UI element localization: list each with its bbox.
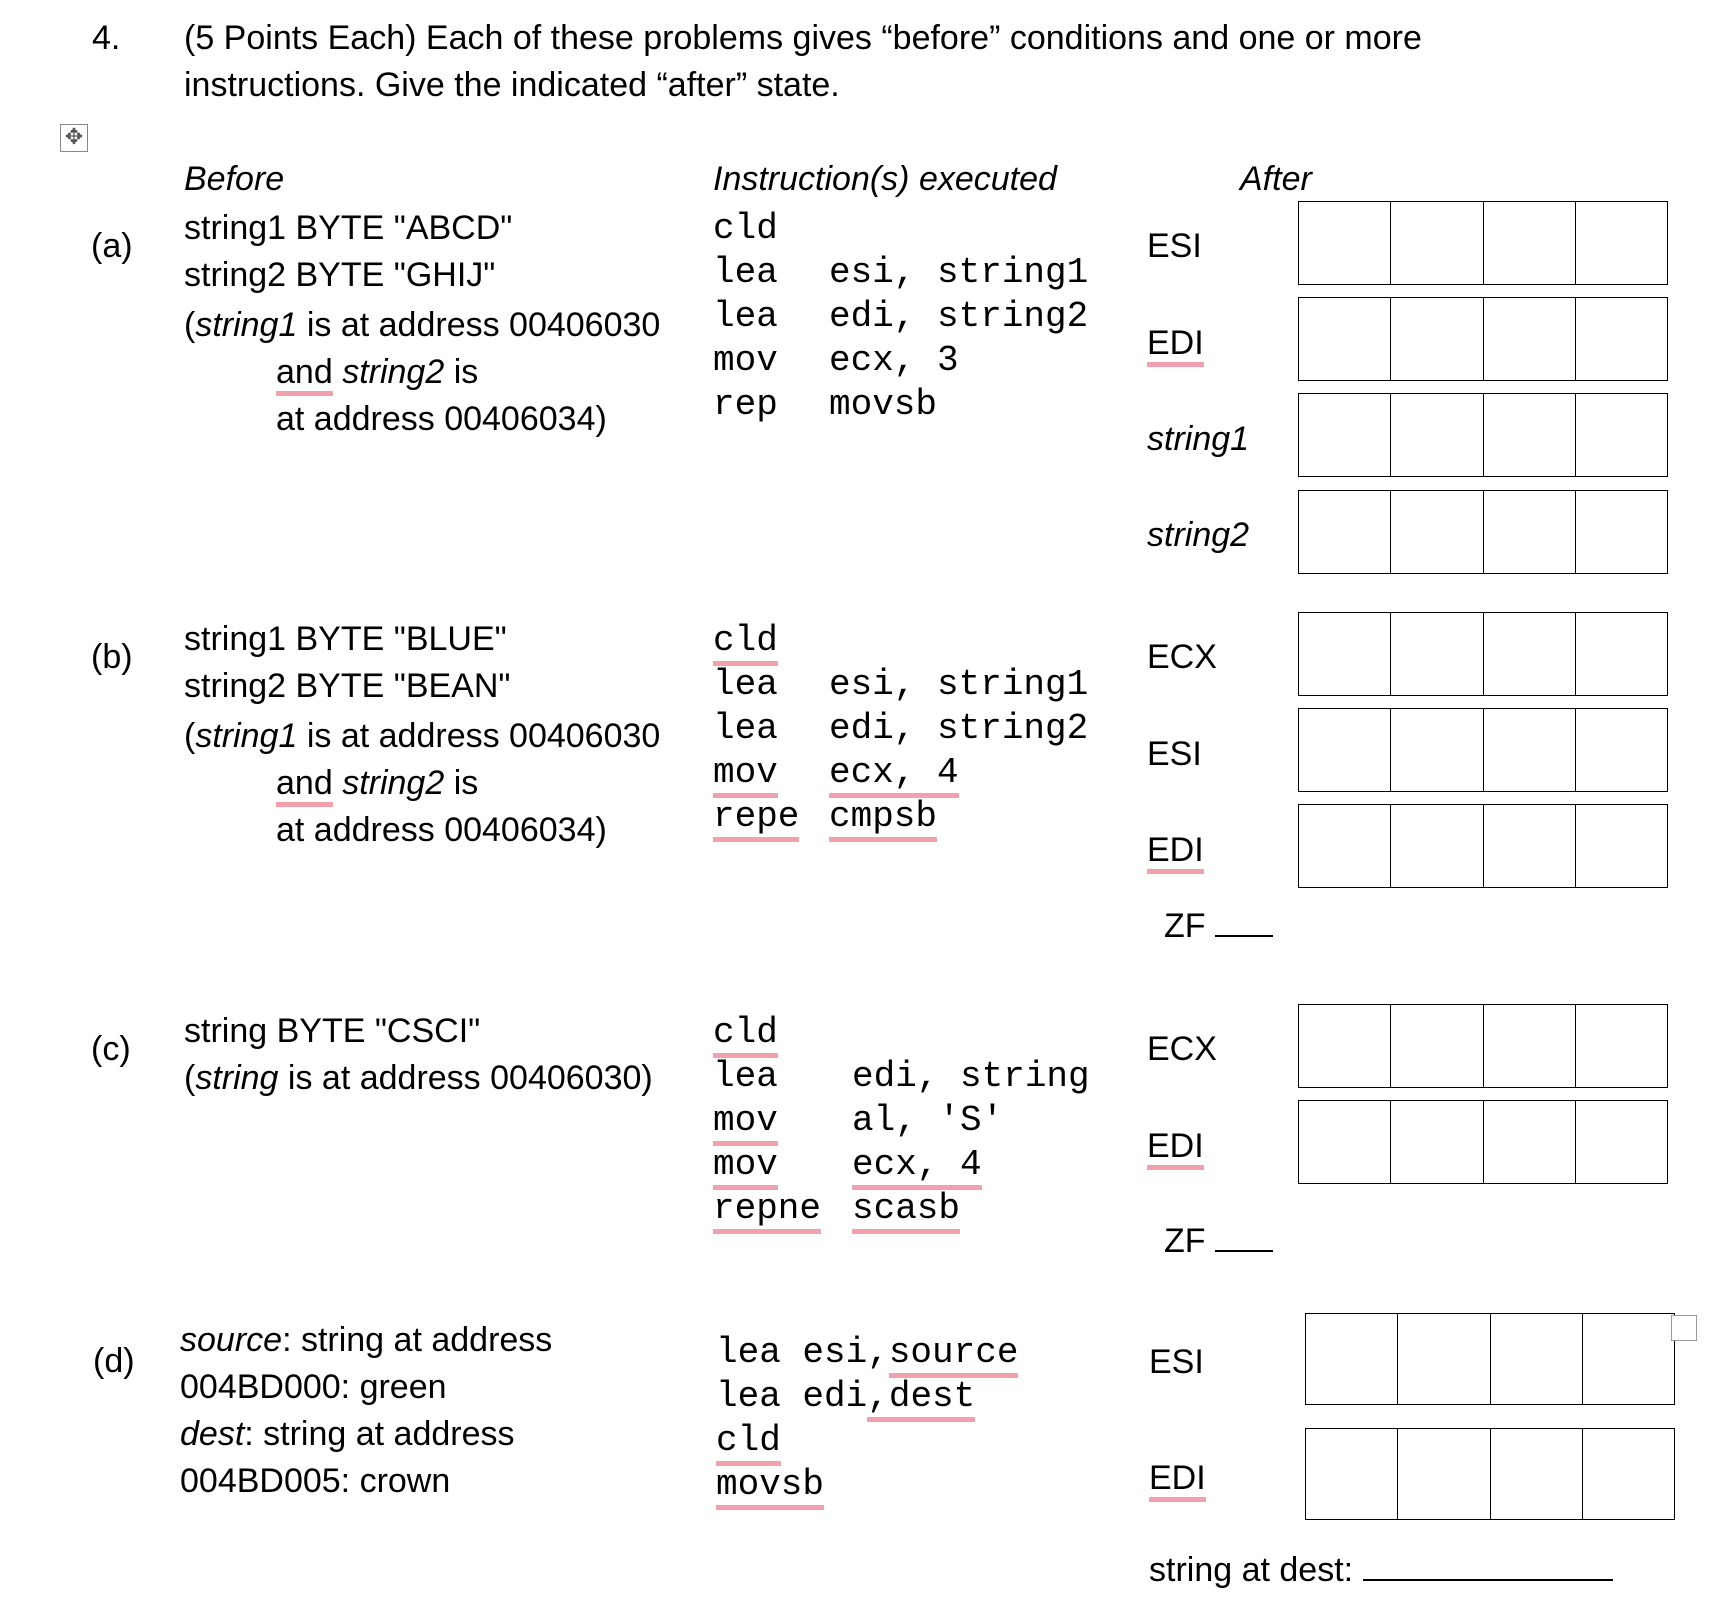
answer-cell[interactable]: [1575, 491, 1667, 573]
part-d-code-line: lea esi,source: [716, 1333, 1018, 1373]
part-a-esi-answer-grid[interactable]: [1298, 201, 1668, 285]
answer-cell[interactable]: [1390, 298, 1482, 380]
answer-cell[interactable]: [1390, 805, 1482, 887]
answer-cell[interactable]: [1299, 709, 1390, 791]
part-c-reg-ecx-label: ECX: [1147, 1030, 1217, 1068]
part-d-label: (d): [93, 1342, 135, 1380]
answer-cell[interactable]: [1299, 1101, 1390, 1183]
answer-cell[interactable]: [1390, 709, 1482, 791]
part-b-reg-esi-label: ESI: [1147, 735, 1202, 773]
part-a-before-line1: string1 BYTE "ABCD": [184, 209, 513, 247]
answer-cell[interactable]: [1483, 709, 1575, 791]
part-a-edi-answer-grid[interactable]: [1298, 297, 1668, 381]
answer-cell[interactable]: [1390, 491, 1482, 573]
question-intro-line1: (5 Points Each) Each of these problems gives “before” conditions and one or more: [184, 19, 1422, 57]
answer-cell[interactable]: [1483, 491, 1575, 573]
part-b-reg-ecx-label: ECX: [1147, 638, 1217, 676]
part-a-label: (a): [91, 227, 133, 265]
part-d-code-line: movsb: [716, 1465, 824, 1505]
part-b-before-line3: (string1 is at address 00406030: [184, 717, 661, 755]
answer-cell[interactable]: [1299, 805, 1390, 887]
answer-cell[interactable]: [1299, 202, 1390, 284]
part-c-ecx-answer-grid[interactable]: [1298, 1004, 1668, 1088]
part-a-code-line-op: mov: [713, 340, 778, 381]
part-d-edi-answer-grid[interactable]: [1305, 1428, 1675, 1520]
part-a-code-line-arg: esi, string1: [829, 252, 1089, 293]
part-d-esi-answer-grid[interactable]: [1305, 1313, 1675, 1405]
answer-cell[interactable]: [1483, 805, 1575, 887]
answer-cell[interactable]: [1490, 1314, 1582, 1404]
part-c-code-line-op: mov: [713, 1101, 778, 1141]
answer-cell[interactable]: [1582, 1314, 1674, 1404]
part-b-code-line-op: cld: [713, 621, 778, 661]
part-c-code-line-op: repne: [713, 1189, 821, 1229]
part-d-before-line4: 004BD005: crown: [180, 1462, 451, 1500]
part-c-code-line-arg: al, 'S': [852, 1100, 1004, 1141]
part-a-code-line: cld: [713, 208, 778, 249]
answer-cell[interactable]: [1575, 1101, 1667, 1183]
part-c-code-line-op: cld: [713, 1013, 778, 1053]
answer-cell[interactable]: [1483, 613, 1575, 695]
part-a-code-line-arg: ecx, 3: [829, 340, 959, 381]
answer-cell[interactable]: [1490, 1429, 1582, 1519]
answer-cell[interactable]: [1397, 1314, 1489, 1404]
part-b-code-line-op: mov: [713, 753, 778, 793]
part-a-before-line4: and string2 is: [276, 352, 478, 392]
part-b-ecx-answer-grid[interactable]: [1298, 612, 1668, 696]
answer-cell[interactable]: [1575, 805, 1667, 887]
answer-cell[interactable]: [1390, 202, 1482, 284]
part-b-code-line-arg: cmpsb: [829, 797, 937, 837]
part-b-reg-edi-label: EDI: [1147, 830, 1204, 870]
answer-cell[interactable]: [1306, 1429, 1397, 1519]
part-d-string-at-dest: string at dest:: [1149, 1550, 1613, 1590]
part-d-reg-edi-label: EDI: [1149, 1458, 1206, 1498]
part-a-string1-label: string1: [1147, 420, 1250, 458]
table-resize-handle-icon[interactable]: [1671, 1315, 1697, 1341]
question-number: 4.: [92, 19, 121, 57]
answer-cell[interactable]: [1483, 202, 1575, 284]
answer-cell[interactable]: [1299, 613, 1390, 695]
answer-cell[interactable]: [1299, 298, 1390, 380]
part-b-edi-answer-grid[interactable]: [1298, 804, 1668, 888]
answer-cell[interactable]: [1575, 613, 1667, 695]
part-b-code-line-arg: esi, string1: [829, 664, 1089, 705]
part-c-before-line1: string BYTE "CSCI": [184, 1012, 481, 1050]
answer-cell[interactable]: [1575, 1005, 1667, 1087]
answer-cell[interactable]: [1299, 1005, 1390, 1087]
answer-cell[interactable]: [1483, 298, 1575, 380]
answer-cell[interactable]: [1390, 613, 1482, 695]
answer-cell[interactable]: [1299, 491, 1390, 573]
part-a-before-line3: (string1 is at address 00406030: [184, 306, 661, 344]
part-d-before-line3: dest: string at address: [180, 1415, 515, 1453]
part-a-string2-label: string2: [1147, 516, 1250, 554]
part-c-edi-answer-grid[interactable]: [1298, 1100, 1668, 1184]
part-a-string2-answer-grid[interactable]: [1298, 490, 1668, 574]
part-c-code-line-op: lea: [713, 1056, 778, 1097]
part-a-code-line-arg: edi, string2: [829, 296, 1089, 337]
answer-cell[interactable]: [1299, 394, 1390, 476]
part-a-before-line5: at address 00406034): [276, 400, 607, 438]
part-c-reg-edi-label: EDI: [1147, 1126, 1204, 1166]
answer-cell[interactable]: [1575, 709, 1667, 791]
part-c-code-line-arg: scasb: [852, 1189, 960, 1229]
part-a-code-line-arg: movsb: [829, 384, 938, 425]
part-a-reg-edi-label: EDI: [1147, 323, 1204, 363]
answer-cell[interactable]: [1397, 1429, 1489, 1519]
part-b-before-line1: string1 BYTE "BLUE": [184, 620, 507, 658]
part-c-code-line-arg: edi, string: [852, 1056, 1090, 1097]
part-b-code-line-op: lea: [713, 664, 778, 705]
part-c-code-line-op: mov: [713, 1145, 778, 1185]
answer-cell[interactable]: [1306, 1314, 1397, 1404]
header-before: Before: [184, 160, 285, 198]
answer-cell[interactable]: [1483, 394, 1575, 476]
part-a-before-line2: string2 BYTE "GHIJ": [184, 256, 496, 294]
answer-cell[interactable]: [1575, 202, 1667, 284]
part-b-before-line4: and string2 is: [276, 763, 478, 803]
part-b-label: (b): [91, 638, 133, 676]
answer-cell[interactable]: [1483, 1101, 1575, 1183]
part-b-code-line-op: lea: [713, 708, 778, 749]
part-c-zf-flag: ZF: [1164, 1221, 1273, 1261]
part-a-string1-answer-grid[interactable]: [1298, 393, 1668, 477]
part-c-code-line-arg: ecx, 4: [852, 1145, 982, 1185]
part-d-code-line: cld: [716, 1421, 781, 1461]
part-d-before-line1: source: string at address: [180, 1321, 553, 1359]
answer-cell[interactable]: [1582, 1429, 1674, 1519]
part-a-code-line-op: rep: [713, 384, 778, 425]
header-after: After: [1240, 160, 1312, 198]
part-d-code-line: lea edi,dest: [716, 1377, 975, 1417]
header-instructions: Instruction(s) executed: [713, 160, 1057, 198]
part-a-code-line-op: lea: [713, 252, 778, 293]
part-b-before-line2: string2 BYTE "BEAN": [184, 667, 511, 705]
answer-cell[interactable]: [1483, 1005, 1575, 1087]
part-b-code-line-arg: edi, string2: [829, 708, 1089, 749]
part-b-code-line-arg: ecx, 4: [829, 753, 959, 793]
part-b-esi-answer-grid[interactable]: [1298, 708, 1668, 792]
part-b-before-line5: at address 00406034): [276, 811, 607, 849]
question-intro-line2: instructions. Give the indicated “after” state.: [184, 66, 840, 104]
answer-cell[interactable]: [1575, 394, 1667, 476]
part-c-before-line2: (string is at address 00406030): [184, 1059, 653, 1097]
answer-cell[interactable]: [1390, 394, 1482, 476]
move-icon[interactable]: ✥: [60, 124, 88, 152]
part-d-before-line2: 004BD000: green: [180, 1368, 447, 1406]
part-b-zf-flag: ZF: [1164, 906, 1273, 946]
answer-cell[interactable]: [1390, 1101, 1482, 1183]
answer-cell[interactable]: [1390, 1005, 1482, 1087]
part-c-label: (c): [91, 1030, 131, 1068]
answer-cell[interactable]: [1575, 298, 1667, 380]
part-d-reg-esi-label: ESI: [1149, 1343, 1204, 1381]
part-b-code-line-op: repe: [713, 797, 799, 837]
part-a-code-line-op: lea: [713, 296, 778, 337]
part-a-reg-esi-label: ESI: [1147, 227, 1202, 265]
